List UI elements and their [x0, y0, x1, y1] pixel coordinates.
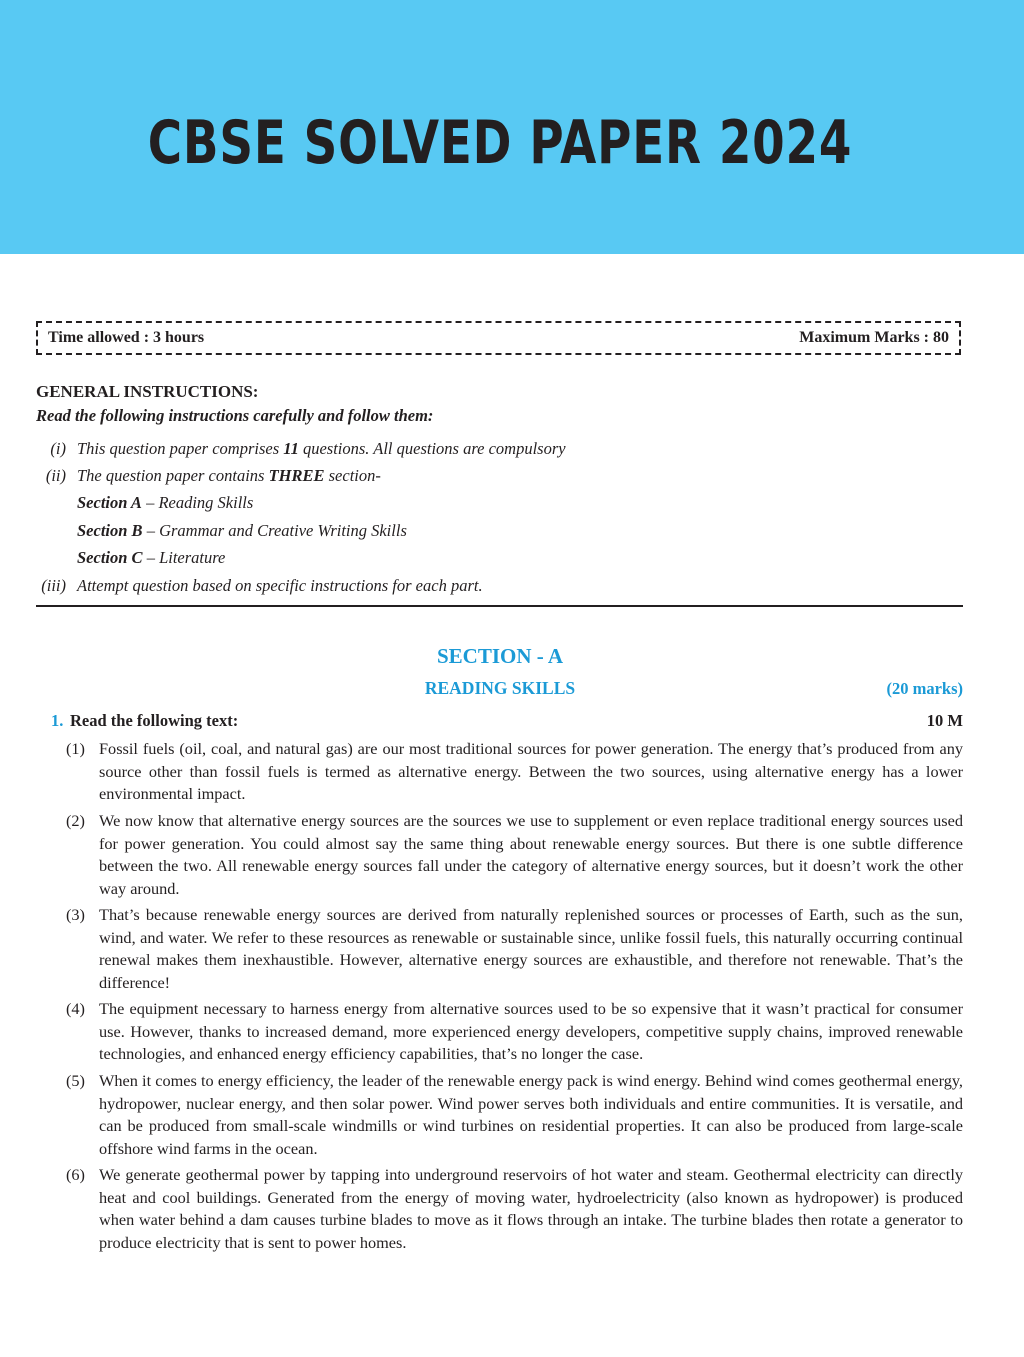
paragraph-text: Fossil fuels (oil, coal, and natural gas) are our most traditional sources for power generation. The energy that’s produced from any source other than fossil fuels is termed as alternative energy. Between the two sources, using alternative energy has a lower environmental impact.: [99, 739, 963, 804]
section-heading: SECTION - A: [436, 644, 564, 668]
paragraph-text: When it comes to energy efficiency, the leader of the renewable energy pack is wind energy. Behind wind comes geothermal energy, hydropower, nuclear energy, and then solar power. Wind power serves both individuals and entire communities. It is versatile, and can be produced from small-scale windmills or wind turbines on residential properties. It can also be produced from large-scale offshore wind farms in the ocean.: [99, 1071, 963, 1158]
instruction-text: The question paper contains THREE section-: [77, 466, 381, 485]
divider: [36, 605, 963, 607]
paragraph-3: [66, 904, 963, 994]
instruction-text: This question paper comprises 11 questions. All questions are compulsory: [77, 439, 566, 458]
header-banner: [0, 0, 1024, 254]
paragraph-4: [66, 998, 963, 1066]
general-instructions-subtitle: Read the following instructions carefully and follow them:: [36, 406, 434, 425]
instruction-section-a: Section A – Reading Skills: [77, 493, 254, 512]
instruction-section-b: Section B – Grammar and Creative Writing Skills: [77, 521, 407, 540]
exam-meta-box: [36, 321, 961, 355]
paragraph-5: [66, 1070, 963, 1160]
paragraph-number: (3): [66, 905, 85, 924]
paragraph-text: We now know that alternative energy sources are the sources we use to supplement or even replace traditional energy sources used for power generation. You could almost say the same thing about renewable energy sources. But there is one subtle difference between the two. All renewable energy sources fall under the category of alternative energy sources, but it doesn’t work the other way around.: [99, 811, 963, 898]
question-number: 1.: [51, 711, 64, 730]
paragraph-number: (6): [66, 1165, 85, 1184]
paragraph-text: The equipment necessary to harness energy from alternative sources used to be so expensive that it wasn’t practical for consumer use. However, thanks to increased demand, more experienced energy developers, competitive supply chains, improved renewable technologies, and enhanced energy efficiency capabilities, that’s no longer the case.: [99, 999, 963, 1064]
question-text: Read the following text:: [70, 711, 239, 730]
instruction-number: (ii): [45, 466, 66, 485]
paragraph-2: [66, 810, 963, 900]
general-instructions-title: GENERAL INSTRUCTIONS:: [36, 382, 259, 401]
paragraph-1: [66, 738, 963, 806]
paragraph-number: (1): [66, 739, 85, 758]
time-allowed: Time allowed : 3 hours: [48, 329, 205, 346]
maximum-marks: Maximum Marks : 80: [799, 329, 949, 346]
section-marks: (20 marks): [886, 679, 963, 698]
paragraph-number: (2): [66, 811, 85, 830]
paragraph-6: [66, 1164, 963, 1254]
paragraph-number: (4): [66, 999, 85, 1018]
section-subheading: READING SKILLS: [424, 678, 576, 698]
question-marks: 10 M: [926, 711, 963, 730]
instruction-section-c: Section C – Literature: [77, 548, 226, 567]
paragraph-text: We generate geothermal power by tapping into underground reservoirs of hot water and steam. Geothermal electricity can directly heat and cool buildings. Generated from the energy of moving water, hydroelectricity (also known as hydropower) is produced when water behind a dam causes turbine blades to move as it flows through an intake. The turbine blades then rotate a generator to produce electricity that is sent to power homes.: [99, 1165, 963, 1252]
paragraph-text: That’s because renewable energy sources are derived from naturally replenished sources or processes of Earth, such as the sun, wind, and water. We refer to these resources as renewable or sustainable since, unlike fossil fuels, this naturally occurring continual renewal makes them inexhaustible. However, alternative energy sources are exhaustible, and therefore not renewable. That’s the difference!: [99, 905, 963, 992]
instruction-number: (i): [50, 439, 66, 458]
paragraph-number: (5): [66, 1071, 85, 1090]
instruction-text: Attempt question based on specific instructions for each part.: [77, 576, 483, 595]
page-title: CBSE SOLVED PAPER 2024: [147, 108, 853, 178]
instruction-number: (iii): [41, 576, 66, 595]
